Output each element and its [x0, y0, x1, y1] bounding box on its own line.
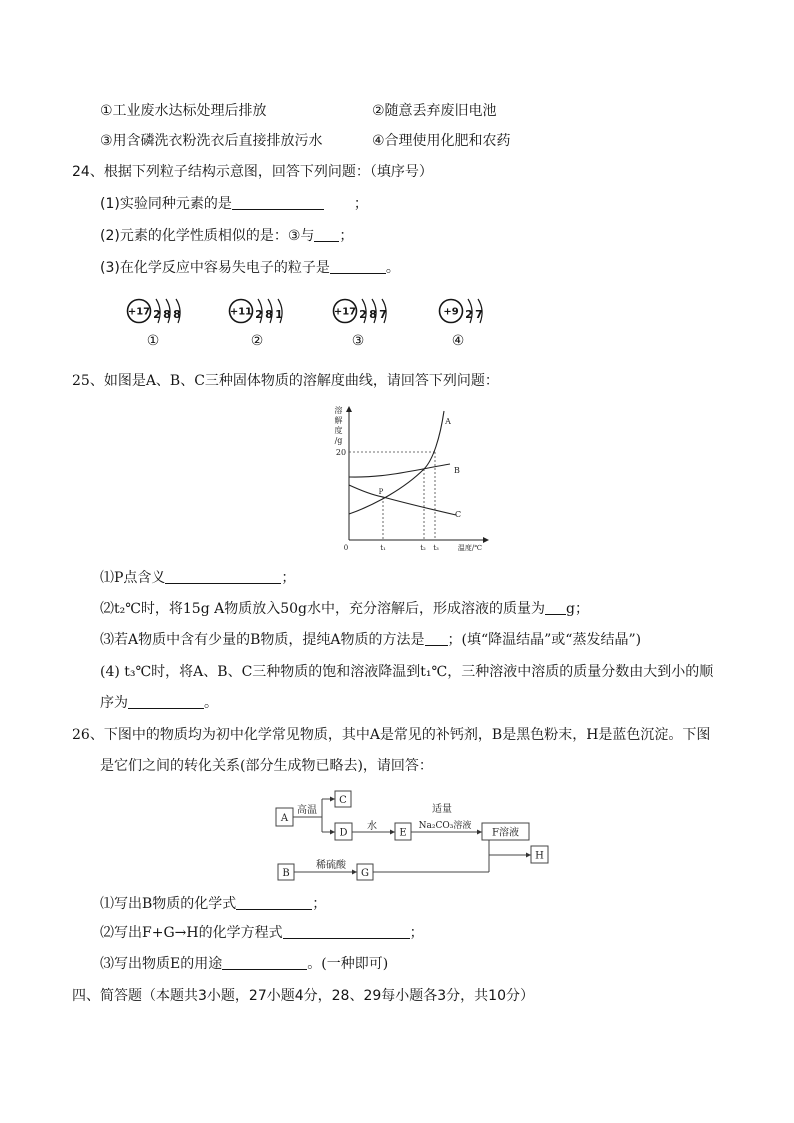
- node-label: A: [280, 813, 289, 824]
- y-tick-20: 20: [335, 448, 347, 457]
- particle-label-4: ④: [451, 333, 465, 349]
- q26-sub1-prompt: ⑴写出B物质的化学式: [100, 896, 237, 912]
- q24-sub2-suffix: ；: [339, 228, 354, 244]
- node-label: D: [339, 827, 348, 839]
- condition-high-temperature: 高温: [297, 805, 317, 816]
- node-f: [482, 823, 529, 840]
- x-tick-origin: 0: [343, 544, 349, 552]
- answer-blank: [128, 694, 204, 709]
- x-axis-label: 温度/℃: [457, 544, 483, 552]
- q26-sub2: [100, 924, 424, 942]
- shell-electron-count: 2: [359, 308, 367, 321]
- nucleus-charge: +9: [443, 306, 459, 318]
- q24-sub3: [100, 259, 400, 277]
- option-1: ①工业废水达标处理后排放: [100, 103, 267, 119]
- node-label: E: [399, 827, 407, 839]
- solubility-curve-figure: [330, 400, 490, 555]
- particle-label-3: ③: [351, 333, 365, 349]
- shell-electron-count: 8: [173, 308, 181, 321]
- shell-electron-count: 8: [265, 308, 273, 321]
- curve-label-b: B: [454, 466, 460, 475]
- y-axis-label: 溶解度/g: [334, 406, 343, 445]
- q26-sub1: [100, 895, 326, 913]
- q24-sub2: [100, 227, 353, 245]
- q24-sub2-prompt: (2)元素的化学性质相似的是：③与: [100, 228, 315, 244]
- answer-blank: [222, 955, 307, 970]
- option-2: ②随意丢弃废旧电池: [372, 103, 497, 119]
- node-h: [531, 846, 548, 863]
- particle-label-1: ①: [146, 333, 160, 349]
- answer-blank: [330, 259, 386, 274]
- option-3: ③用含磷洗衣粉洗衣后直接排放污水: [100, 133, 323, 149]
- section-4-heading: 四、简答题（本题共3小题，27小题4分，28、29每小题各3分，共10分）: [72, 988, 534, 1004]
- shell-electron-count: 7: [379, 308, 387, 321]
- node-b: [278, 864, 294, 880]
- nucleus-charge: +17: [333, 306, 357, 318]
- q24-stem: 24、根据下列粒子结构示意图，回答下列问题：（填序号）: [72, 164, 433, 180]
- condition-sodium-carbonate-solution: Na₂CO₃溶液: [418, 821, 472, 831]
- q24-sub1-suffix: ；: [353, 196, 368, 212]
- shell-electron-count: 2: [255, 308, 263, 321]
- curve-label-a: A: [445, 417, 451, 426]
- q25-sub3-prompt: ⑶若A物质中含有少量的B物质，提纯A物质的方法是: [100, 632, 425, 648]
- shell-electron-count: 1: [275, 308, 283, 321]
- particle-diagram-1: [126, 296, 188, 326]
- answer-blank: [236, 895, 312, 910]
- condition-dilute-sulfuric-acid: 稀硫酸: [316, 860, 346, 871]
- q25-sub1-suffix: ；: [281, 570, 296, 586]
- conversion-flow-diagram: [270, 785, 555, 885]
- x-tick-t3: t₃: [433, 544, 439, 552]
- q24-sub3-suffix: 。: [385, 260, 400, 276]
- q25-sub3: [100, 631, 641, 649]
- node-label: B: [282, 868, 290, 879]
- q26-stem-line2: 是它们之间的转化关系(部分生成物已略去)，请回答：: [100, 758, 433, 774]
- answer-blank: [425, 631, 448, 646]
- q25-sub1-prompt: ⑴P点含义: [100, 570, 166, 586]
- q26-sub1-suffix: ；: [312, 896, 327, 912]
- particle-label-2: ②: [250, 333, 264, 349]
- nucleus-charge: +11: [229, 306, 253, 318]
- q25-sub3-suffix: ；(填“降温结晶”或“蒸发结晶”): [447, 632, 642, 648]
- node-a: [276, 808, 293, 826]
- node-c: [335, 791, 351, 807]
- q24-sub1-prompt: (1)实验同种元素的是: [100, 196, 232, 212]
- node-g: [357, 864, 373, 880]
- q25-sub4-prompt: 序为: [100, 695, 128, 711]
- q26-sub3-suffix: 。(一种即可): [307, 956, 389, 972]
- answer-blank: [232, 195, 324, 210]
- curve-label-c: C: [454, 510, 462, 519]
- shell-electron-count: 2: [153, 308, 161, 321]
- shell-electron-count: 2: [465, 308, 473, 321]
- q25-sub4-continued: [100, 694, 218, 712]
- node-label: F溶液: [492, 827, 519, 839]
- node-label: H: [535, 850, 544, 862]
- shell-electron-count: 8: [369, 308, 377, 321]
- curve-a: [349, 411, 444, 514]
- x-tick-t2: t₂: [420, 544, 426, 552]
- q25-stem: 25、如图是A、B、C三种固体物质的溶解度曲线，请回答下列问题：: [72, 373, 499, 389]
- q25-sub2: [100, 600, 589, 618]
- q26-stem-line1: 26、下图中的物质均为初中化学常见物质，其中A是常见的补钙剂，B是黑色粉末，H是蓝色沉淀。下图: [72, 727, 711, 743]
- condition-appropriate-amount: 适量: [432, 804, 452, 815]
- particle-diagram-2: [228, 296, 290, 326]
- q26-sub2-prompt: ⑵写出F+G→H的化学方程式: [100, 925, 283, 941]
- answer-blank: [314, 227, 339, 242]
- q26-sub3: [100, 955, 388, 973]
- q24-sub3-prompt: (3)在化学反应中容易失电子的粒子是: [100, 260, 330, 276]
- node-label: C: [339, 795, 347, 806]
- q25-sub4-suffix: 。: [204, 695, 218, 711]
- point-label-p: P: [378, 488, 384, 496]
- answer-blank: [165, 569, 281, 584]
- shell-electron-count: 7: [475, 308, 483, 321]
- q25-sub2-suffix: g；: [566, 601, 589, 617]
- q26-sub2-suffix: ；: [409, 925, 424, 941]
- curve-c: [349, 485, 456, 515]
- q26-sub3-prompt: ⑶写出物质E的用途: [100, 956, 223, 972]
- answer-blank: [283, 924, 410, 939]
- x-tick-t1: t₁: [380, 544, 386, 552]
- q25-sub2-prompt: ⑵t₂℃时，将15g A物质放入50g水中，充分溶解后，形成溶液的质量为: [100, 601, 546, 617]
- node-d: [335, 823, 352, 840]
- node-e: [395, 823, 411, 840]
- q24-sub1: [100, 195, 368, 213]
- particle-diagram-3: [332, 296, 394, 326]
- q25-sub4: (4) t₃℃时，将A、B、C三种物质的饱和溶液降温到t₁℃，三种溶液中溶质的质量分数由大到小的顺: [100, 664, 714, 680]
- shell-electron-count: 8: [163, 308, 171, 321]
- condition-water: 水: [367, 821, 377, 832]
- option-4: ④合理使用化肥和农药: [372, 133, 511, 149]
- nucleus-charge: +17: [127, 306, 151, 318]
- answer-blank: [545, 600, 566, 615]
- q25-sub1: [100, 569, 295, 587]
- node-label: G: [361, 868, 369, 879]
- particle-diagram-4: [438, 296, 490, 326]
